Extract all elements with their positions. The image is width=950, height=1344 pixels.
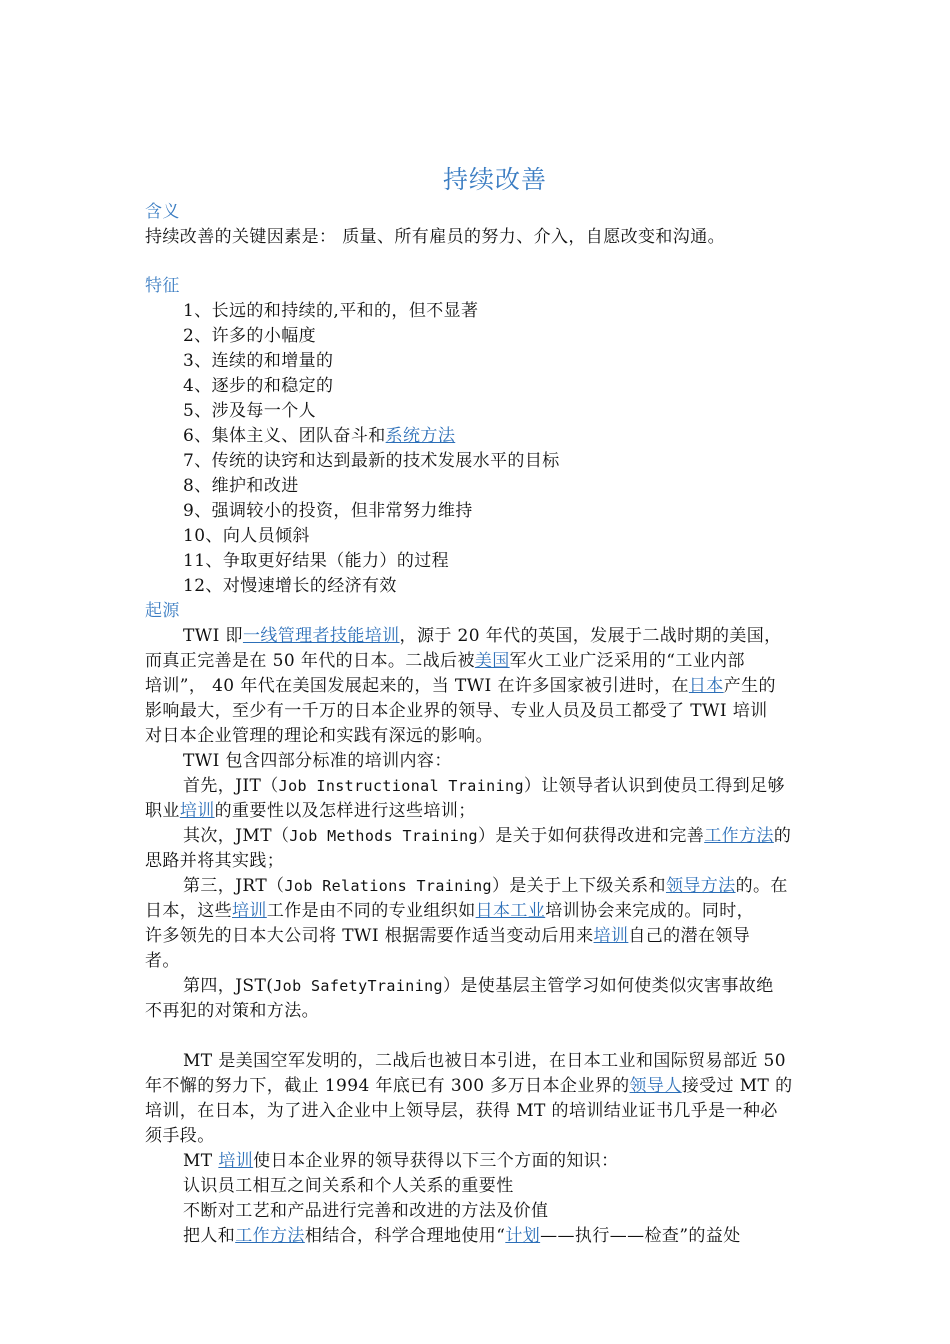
link-training[interactable]: 培训	[232, 901, 267, 921]
mt-line: 培训，在日本，为了进入企业中上领导层，获得 MT 的培训结业证书几乎是一种必	[145, 1101, 778, 1121]
link-training[interactable]: 培训	[593, 926, 629, 946]
origin-line: 培训”， 40 年代在美国发展起来的，当 TWI 在许多国家被引进时，在日本产生的	[145, 676, 776, 696]
section-heading-features: 特征	[145, 276, 180, 296]
jst-line: 第四，JST(Job SafetyTraining）是使基层主管学习如何使类似灾害事故绝	[183, 976, 774, 996]
jrt-line: 日本，这些培训工作是由不同的专业组织如日本工业培训协会来完成的。同时，	[145, 901, 755, 921]
jmt-line: 其次，JMT（Job Methods Training）是关于如何获得改进和完善工作方法的	[183, 826, 792, 846]
jrt-line: 许多领先的日本大公司将 TWI 根据需要作适当变动后用来培训自己的潜在领导	[145, 926, 751, 946]
knowledge-item: 认识员工相互之间关系和个人关系的重要性	[183, 1176, 514, 1196]
feature-item: 1、长远的和持续的,平和的，但不显著	[183, 301, 479, 321]
feature-item: 9、强调较小的投资，但非常努力维持	[183, 501, 473, 521]
jit-line: 职业培训的重要性以及怎样进行这些培训；	[145, 801, 476, 821]
link-training[interactable]: 培训	[218, 1151, 254, 1171]
meaning-text: 持续改善的关键因素是： 质量、所有雇员的努力、介入，自愿改变和沟通。	[145, 227, 726, 247]
mt-line: MT 是美国空军发明的，二战后也被日本引进，在日本工业和国际贸易部近 50	[183, 1051, 786, 1071]
link-leadership-method[interactable]: 领导方法	[665, 876, 736, 896]
feature-item: 3、连续的和增量的	[183, 351, 334, 371]
feature-item: 12、对慢速增长的经济有效	[183, 576, 397, 596]
origin-line: TWI 即一线管理者技能培训，源于 20 年代的英国，发展于二战时期的美国，	[183, 626, 782, 646]
jrt-line: 者。	[145, 951, 180, 971]
link-plan[interactable]: 计划	[505, 1226, 541, 1246]
link-leader[interactable]: 领导人	[629, 1076, 682, 1096]
twi-intro: TWI 包含四部分标准的培训内容：	[183, 751, 452, 771]
feature-item: 5、涉及每一个人	[183, 401, 317, 421]
jit-line: 首先，JIT（Job Instructional Training）让领导者认识到使员工得到足够	[183, 776, 785, 796]
knowledge-item: 把人和工作方法相结合，科学合理地使用“计划——执行——检查”的益处	[183, 1226, 741, 1246]
link-training[interactable]: 培训	[179, 801, 215, 821]
feature-item: 2、许多的小幅度	[183, 326, 317, 346]
origin-line: 影响最大，至少有一千万的日本企业界的领导、专业人员及员工都受了 TWI 培训	[145, 701, 768, 721]
mt-training-line: MT 培训使日本企业界的领导获得以下三个方面的知识：	[183, 1151, 619, 1171]
feature-item: 4、逐步的和稳定的	[183, 376, 334, 396]
link-usa[interactable]: 美国	[474, 651, 510, 671]
section-heading-origin: 起源	[145, 601, 180, 621]
feature-item	[183, 424, 455, 449]
knowledge-item: 不断对工艺和产品进行完善和改进的方法及价值	[183, 1201, 549, 1221]
section-heading-meaning: 含义	[145, 202, 180, 222]
feature-item-text: 6、集体主义、团队奋斗和	[183, 426, 386, 446]
feature-item: 11、争取更好结果（能力）的过程	[183, 551, 450, 571]
link-twi[interactable]: 一线管理者技能培训	[242, 626, 400, 646]
feature-item: 8、维护和改进	[183, 476, 299, 496]
jrt-line: 第三，JRT（Job Relations Training）是关于上下级关系和领导方法的。在	[183, 876, 788, 896]
origin-line: 对日本企业管理的理论和实践有深远的影响。	[145, 726, 493, 746]
page-title: 持续改善	[442, 165, 547, 194]
link-system-method[interactable]: 系统方法	[385, 426, 456, 446]
jmt-line: 思路并将其实践；	[145, 851, 285, 871]
feature-item: 10、向人员倾斜	[183, 526, 310, 546]
origin-line: 而真正完善是在 50 年代的日本。二战后被美国军火工业广泛采用的“工业内部	[145, 651, 745, 671]
link-work-method[interactable]: 工作方法	[235, 1226, 305, 1246]
link-japan-industry[interactable]: 日本工业	[475, 901, 546, 921]
jst-line: 不再犯的对策和方法。	[145, 1001, 319, 1021]
link-work-method[interactable]: 工作方法	[704, 826, 774, 846]
mt-line: 须手段。	[145, 1126, 215, 1146]
link-japan[interactable]: 日本	[688, 676, 724, 696]
mt-line: 年不懈的努力下，截止 1994 年底已有 300 多万日本企业界的领导人接受过 MT 的	[145, 1076, 793, 1096]
feature-item: 7、传统的诀窍和达到最新的技术发展水平的目标	[183, 451, 560, 471]
